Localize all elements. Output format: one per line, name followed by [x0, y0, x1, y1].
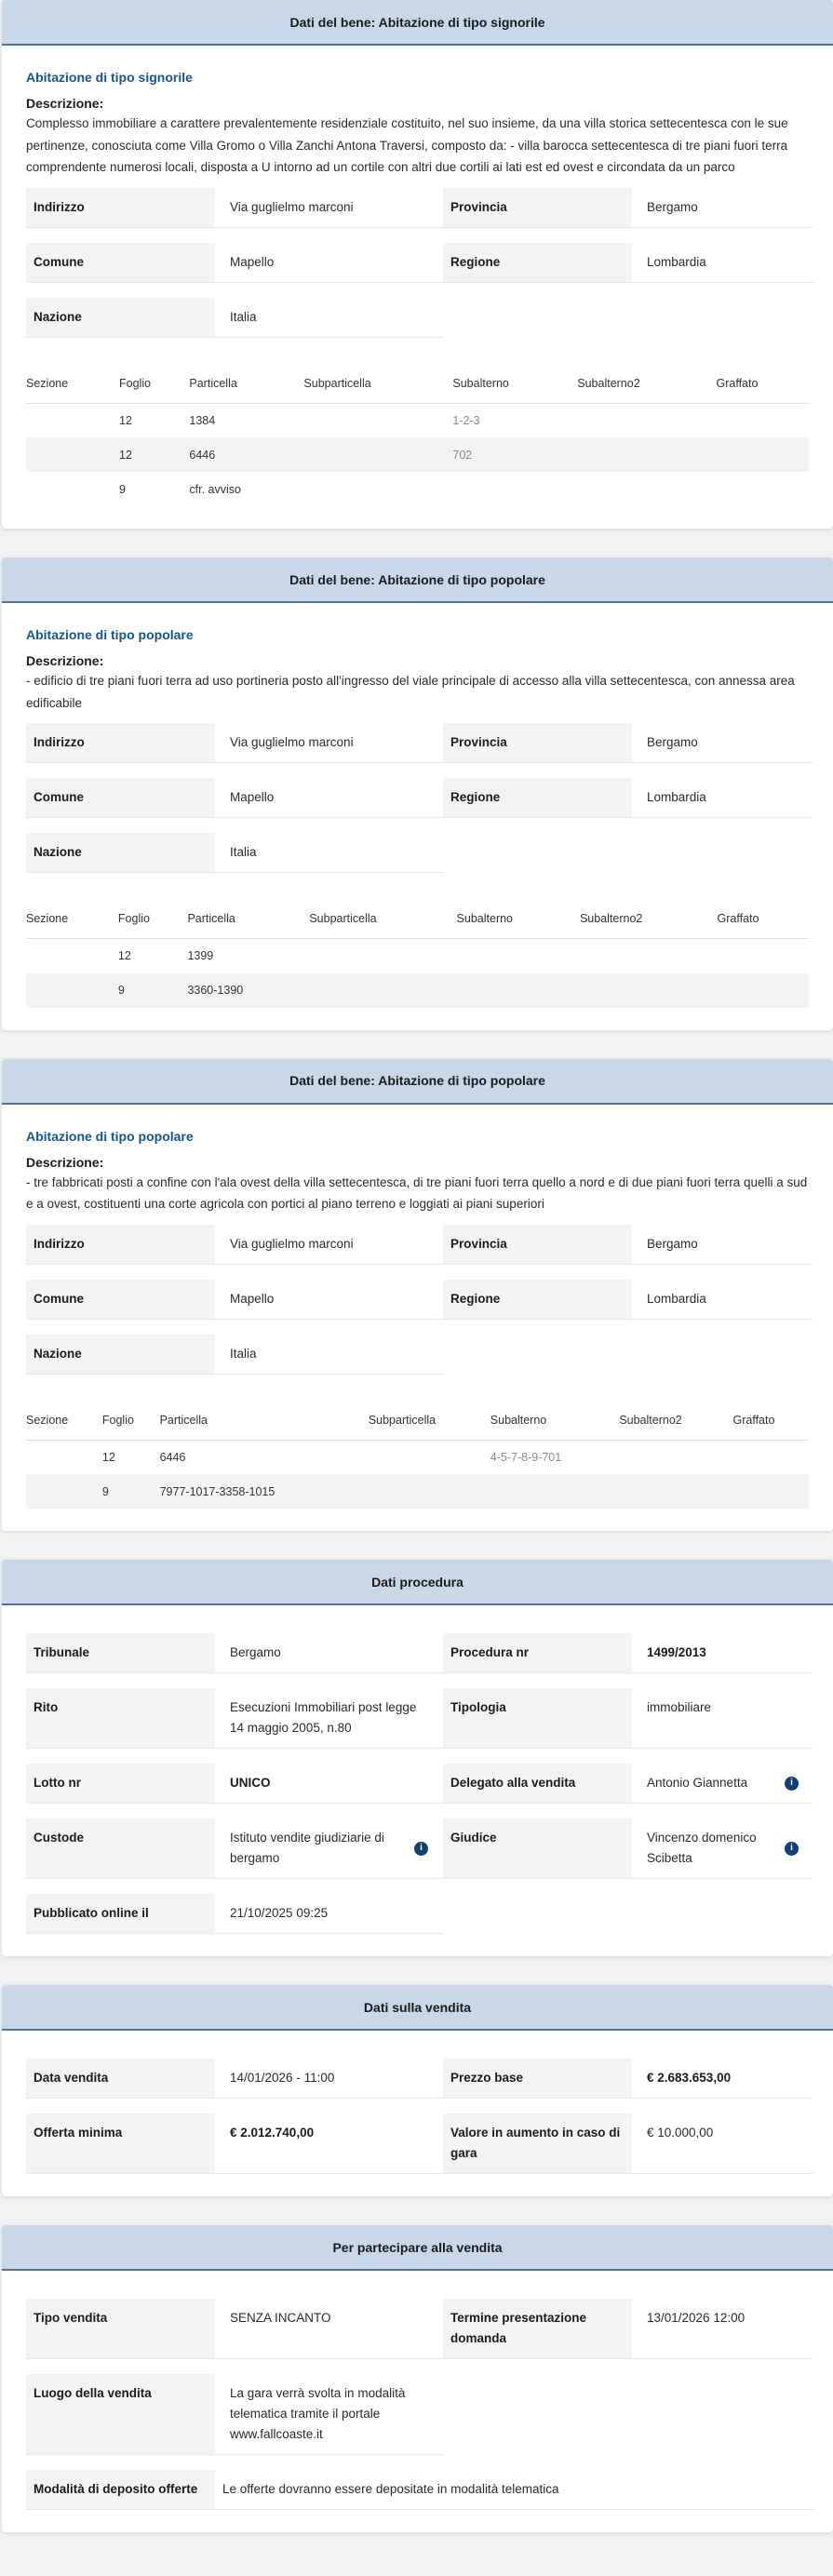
bene-card	[2, 1059, 833, 1532]
description-label: Descrizione:	[26, 1154, 104, 1170]
table-header-row	[26, 369, 809, 404]
description-text: Complesso immobiliare a carattere prevalentemente residenziale costituito, nel suo insieme, da una villa storica settecentesca con le sue pertinenze, conosciuta come Villa Gromo o Villa Zanchi Antona Traversi, composto da: - villa barocca settecentesca di tre piani fuori terra comprendente numerosi locali, disposta a U intorno ad un cortile con altri due cortili ai lati est ed ovest e circondata da un parco	[26, 116, 788, 174]
value-text: Istituto vendite giudiziarie di bergamo	[230, 1831, 384, 1865]
label-nazione: Nazione	[26, 298, 215, 338]
value-nazione	[215, 298, 443, 338]
table-cell-subparticella	[369, 1440, 490, 1474]
label-regione: Regione	[443, 243, 632, 283]
bene-card	[2, 557, 833, 1030]
column-header-graffato: Graffato	[733, 1406, 810, 1441]
value-text: Bergamo	[647, 199, 698, 214]
table-cell-sezione	[26, 939, 118, 973]
value-text: Via guglielmo marconi	[230, 199, 354, 214]
table-cell-particella: 3360-1390	[187, 973, 309, 1008]
label-luogo-della-vendita: Luogo della vendita	[26, 2374, 215, 2455]
value-data-vendita	[215, 2059, 443, 2099]
value-text: Lombardia	[647, 790, 706, 804]
value-regione	[632, 243, 813, 283]
description-label: Descrizione:	[26, 96, 104, 111]
column-header-subalterno2: Subalterno2	[619, 1406, 732, 1441]
value-comune	[215, 778, 443, 818]
cadastral-table	[26, 369, 809, 507]
table-cell-foglio: 12	[119, 413, 132, 427]
card-body	[2, 2271, 833, 2510]
table-cell-subparticella	[303, 403, 452, 437]
info-grid	[26, 1225, 809, 1375]
label-tipologia: Tipologia	[443, 1688, 632, 1749]
info-grid	[26, 188, 809, 338]
value-lotto-nr	[215, 1764, 443, 1804]
value-text: Lombardia	[647, 1291, 706, 1306]
value-text: € 2.683.653,00	[647, 2071, 732, 2085]
table-cell-graffato	[717, 403, 810, 437]
card-header: Dati procedura	[2, 1560, 833, 1605]
value-tipo-vendita	[215, 2299, 443, 2359]
bene-title: Abitazione di tipo popolare	[26, 1128, 194, 1144]
table-cell-particella: 1399	[187, 949, 214, 963]
value-text: La gara verrà svolta in modalità telematica tramite il portale www.fallcoaste.it	[230, 2386, 406, 2441]
label-data-vendita: Data vendita	[26, 2059, 215, 2099]
bene-card	[2, 0, 833, 529]
label-regione: Regione	[443, 1280, 632, 1320]
table-cell-subalterno: 4-5-7-8-9-701	[490, 1450, 562, 1464]
column-header-subparticella: Subparticella	[309, 905, 456, 939]
column-header-sezione: Sezione	[26, 905, 118, 939]
value-tribunale	[215, 1633, 443, 1673]
column-header-sezione: Sezione	[26, 369, 119, 404]
value-provincia	[632, 1225, 813, 1265]
label-provincia: Provincia	[443, 188, 632, 228]
table-cell-subalterno2	[580, 939, 718, 973]
description-text: - tre fabbricati posti a confine con l'ala ovest della villa settecentesca, di tre piani fuori terra quello a nord e di due piani fuori terra quelli a sud e a ovest, costituenti una corte agricola con portici al piano terreno e loggiati ai piani superiori	[26, 1174, 808, 1211]
description-label: Descrizione:	[26, 653, 104, 668]
cadastral-table	[26, 905, 809, 1008]
table-row	[26, 973, 809, 1008]
info-grid	[26, 723, 809, 873]
value-delegato-alla-vendita	[632, 1764, 813, 1804]
card-body	[2, 1105, 833, 1509]
value-text: Antonio Giannetta	[647, 1776, 748, 1790]
value-text: Via guglielmo marconi	[230, 1236, 354, 1251]
label-pubblicato-online-il: Pubblicato online il	[26, 1894, 215, 1934]
column-header-particella: Particella	[160, 1406, 369, 1441]
label-modalita-di-deposito-offerte: Modalità di deposito offerte	[26, 2470, 215, 2510]
label-comune: Comune	[26, 778, 215, 818]
table-cell-graffato	[733, 1474, 810, 1509]
value-provincia	[632, 188, 813, 228]
value-indirizzo	[215, 188, 443, 228]
label-nazione: Nazione	[26, 1335, 215, 1375]
column-header-subparticella: Subparticella	[369, 1406, 490, 1441]
value-comune	[215, 1280, 443, 1320]
card-header: Dati sulla vendita	[2, 1985, 833, 2031]
table-cell-foglio: 9	[119, 482, 126, 496]
value-text: 13/01/2026 12:00	[647, 2311, 746, 2325]
section-dati-procedura	[2, 1560, 833, 1956]
table-row	[26, 1440, 809, 1474]
table-cell-graffato	[718, 939, 809, 973]
value-text: 1499/2013	[647, 1645, 706, 1659]
column-header-graffato: Graffato	[718, 905, 809, 939]
table-cell-subalterno2	[577, 437, 716, 472]
table-cell-sezione	[26, 1474, 102, 1509]
table-cell-subalterno: 702	[452, 437, 577, 472]
table-cell-foglio: 9	[102, 1474, 160, 1509]
column-header-foglio: Foglio	[119, 369, 189, 404]
card-body	[2, 46, 833, 506]
value-text: Italia	[230, 1346, 257, 1361]
cadastral-table	[26, 1406, 809, 1509]
label-valore-in-aumento-in-caso-di-gara: Valore in aumento in caso di gara	[443, 2113, 632, 2174]
card-body	[2, 603, 833, 1008]
value-luogo-della-vendita	[215, 2374, 443, 2455]
label-provincia: Provincia	[443, 723, 632, 763]
value-text: 14/01/2026 - 11:00	[230, 2071, 335, 2085]
column-header-subparticella: Subparticella	[303, 369, 452, 404]
column-header-subalterno2: Subalterno2	[580, 905, 718, 939]
value-indirizzo	[215, 1225, 443, 1265]
value-rito	[215, 1688, 443, 1749]
value-regione	[632, 1280, 813, 1320]
label-provincia: Provincia	[443, 1225, 632, 1265]
value-indirizzo	[215, 723, 443, 763]
value-tipologia	[632, 1688, 813, 1749]
card-body	[2, 1605, 833, 1934]
table-cell-graffato	[718, 973, 809, 1008]
value-modalita-di-deposito-offerte	[215, 2470, 813, 2510]
bene-title: Abitazione di tipo signorile	[26, 70, 193, 85]
table-header-row	[26, 1406, 809, 1441]
table-cell-particella: 6446	[159, 1450, 186, 1464]
value-nazione	[215, 1335, 443, 1375]
table-cell-sezione	[26, 437, 119, 472]
column-header-foglio: Foglio	[118, 905, 188, 939]
table-cell-foglio: 12	[117, 949, 131, 963]
value-text: Esecuzioni Immobiliari post legge 14 maggio 2005, n.80	[230, 1700, 417, 1735]
label-lotto-nr: Lotto nr	[26, 1764, 215, 1804]
table-cell-subparticella	[369, 1474, 490, 1509]
table-cell-particella: 6446	[189, 437, 303, 472]
table-row	[26, 472, 809, 506]
card-header: Dati del bene: Abitazione di tipo popolare	[2, 557, 833, 603]
label-procedura-nr: Procedura nr	[443, 1633, 632, 1673]
label-delegato-alla-vendita: Delegato alla vendita	[443, 1764, 632, 1804]
info-grid	[26, 2299, 809, 2510]
value-giudice	[632, 1818, 813, 1879]
label-indirizzo: Indirizzo	[26, 188, 215, 228]
value-text: immobiliare	[647, 1700, 712, 1714]
table-cell-particella: 7977-1017-3358-1015	[160, 1474, 369, 1509]
card-body	[2, 2031, 833, 2174]
table-cell-graffato	[717, 437, 810, 472]
table-cell-subparticella	[309, 973, 456, 1008]
table-cell-graffato	[733, 1440, 810, 1474]
table-cell-sezione	[26, 472, 119, 506]
label-indirizzo: Indirizzo	[26, 1225, 215, 1265]
column-header-foglio: Foglio	[102, 1406, 160, 1441]
column-header-subalterno2: Subalterno2	[577, 369, 716, 404]
value-valore-in-aumento-in-caso-di-gara	[632, 2113, 813, 2174]
value-text: Le offerte dovranno essere depositate in modalità telematica	[222, 2482, 559, 2496]
value-custode	[215, 1818, 443, 1879]
label-termine-presentazione-domanda: Termine presentazione domanda	[443, 2299, 632, 2359]
table-cell-subparticella	[303, 472, 452, 506]
value-termine-presentazione-domanda	[632, 2299, 813, 2359]
card-header: Dati del bene: Abitazione di tipo popolare	[2, 1059, 833, 1105]
value-nazione	[215, 833, 443, 873]
table-cell-subalterno	[457, 939, 580, 973]
table-cell-subparticella	[309, 939, 456, 973]
value-text: Via guglielmo marconi	[230, 735, 354, 749]
section-per-partecipare-alla-vendita	[2, 2225, 833, 2532]
label-indirizzo: Indirizzo	[26, 723, 215, 763]
card-header: Per partecipare alla vendita	[2, 2225, 833, 2271]
info-icon[interactable]: i	[785, 1777, 799, 1791]
table-cell-subalterno2	[577, 472, 716, 506]
table-row	[26, 939, 809, 973]
table-cell-sezione	[26, 1440, 102, 1474]
table-cell-subalterno	[452, 472, 577, 506]
value-text: Mapello	[230, 790, 275, 804]
label-tribunale: Tribunale	[26, 1633, 215, 1673]
table-cell-subalterno2	[577, 403, 716, 437]
table-cell-sezione	[26, 403, 119, 437]
info-icon[interactable]: i	[785, 1842, 799, 1856]
value-text: Mapello	[230, 254, 275, 269]
value-text: € 2.012.740,00	[230, 2126, 315, 2140]
value-text: Bergamo	[647, 735, 698, 749]
value-text: Bergamo	[647, 1236, 698, 1251]
table-cell-foglio: 9	[118, 973, 188, 1008]
value-prezzo-base	[632, 2059, 813, 2099]
value-regione	[632, 778, 813, 818]
table-row	[26, 403, 809, 437]
label-custode: Custode	[26, 1818, 215, 1879]
column-header-particella: Particella	[189, 369, 303, 404]
column-header-graffato: Graffato	[717, 369, 810, 404]
label-regione: Regione	[443, 778, 632, 818]
table-cell-subalterno2	[580, 973, 718, 1008]
info-grid	[26, 2059, 809, 2174]
value-text: Mapello	[230, 1291, 275, 1306]
value-text: Italia	[230, 845, 257, 859]
label-offerta-minima: Offerta minima	[26, 2113, 215, 2174]
label-comune: Comune	[26, 243, 215, 283]
section-dati-sulla-vendita	[2, 1985, 833, 2196]
table-cell-particella: 1384	[189, 413, 216, 427]
table-cell-subalterno	[457, 973, 580, 1008]
value-text: Bergamo	[230, 1645, 281, 1659]
value-pubblicato-online-il	[215, 1894, 443, 1934]
label-comune: Comune	[26, 1280, 215, 1320]
table-cell-subalterno2	[619, 1440, 732, 1474]
table-header-row	[26, 905, 809, 939]
table-cell-sezione	[26, 973, 118, 1008]
table-row	[26, 437, 809, 472]
value-comune	[215, 243, 443, 283]
table-cell-particella: cfr. avviso	[189, 482, 241, 496]
value-text: 21/10/2025 09:25	[230, 1906, 329, 1920]
table-cell-subalterno2	[619, 1474, 732, 1509]
column-header-sezione: Sezione	[26, 1406, 102, 1441]
info-grid	[26, 1633, 809, 1934]
value-procedura-nr	[632, 1633, 813, 1673]
label-nazione: Nazione	[26, 833, 215, 873]
table-cell-foglio: 12	[119, 437, 189, 472]
table-cell-subparticella	[303, 437, 452, 472]
table-row	[26, 1474, 809, 1509]
card-header: Dati del bene: Abitazione di tipo signorile	[2, 0, 833, 46]
value-text: Vincenzo domenico Scibetta	[647, 1831, 757, 1865]
label-tipo-vendita: Tipo vendita	[26, 2299, 215, 2359]
table-cell-subalterno	[490, 1474, 620, 1509]
label-giudice: Giudice	[443, 1818, 632, 1879]
table-cell-graffato	[717, 472, 810, 506]
column-header-subalterno: Subalterno	[457, 905, 580, 939]
value-text: Italia	[230, 309, 257, 324]
description-text: - edificio di tre piani fuori terra ad uso portineria posto all'ingresso del viale principale di accesso alla villa settecentesca, con annessa area edificabile	[26, 674, 795, 710]
table-cell-subalterno: 1-2-3	[452, 413, 480, 427]
value-text: Lombardia	[647, 254, 706, 269]
value-text: € 10.000,00	[647, 2126, 714, 2140]
value-offerta-minima	[215, 2113, 443, 2174]
label-rito: Rito	[26, 1688, 215, 1749]
column-header-subalterno: Subalterno	[452, 369, 577, 404]
value-text: UNICO	[230, 1776, 271, 1790]
column-header-subalterno: Subalterno	[490, 1406, 620, 1441]
table-cell-foglio: 12	[101, 1450, 115, 1464]
info-icon[interactable]: i	[414, 1842, 428, 1856]
label-prezzo-base: Prezzo base	[443, 2059, 632, 2099]
value-text: SENZA INCANTO	[230, 2311, 331, 2325]
empty-cell	[443, 2374, 813, 2455]
column-header-particella: Particella	[187, 905, 309, 939]
value-provincia	[632, 723, 813, 763]
bene-title: Abitazione di tipo popolare	[26, 627, 194, 642]
